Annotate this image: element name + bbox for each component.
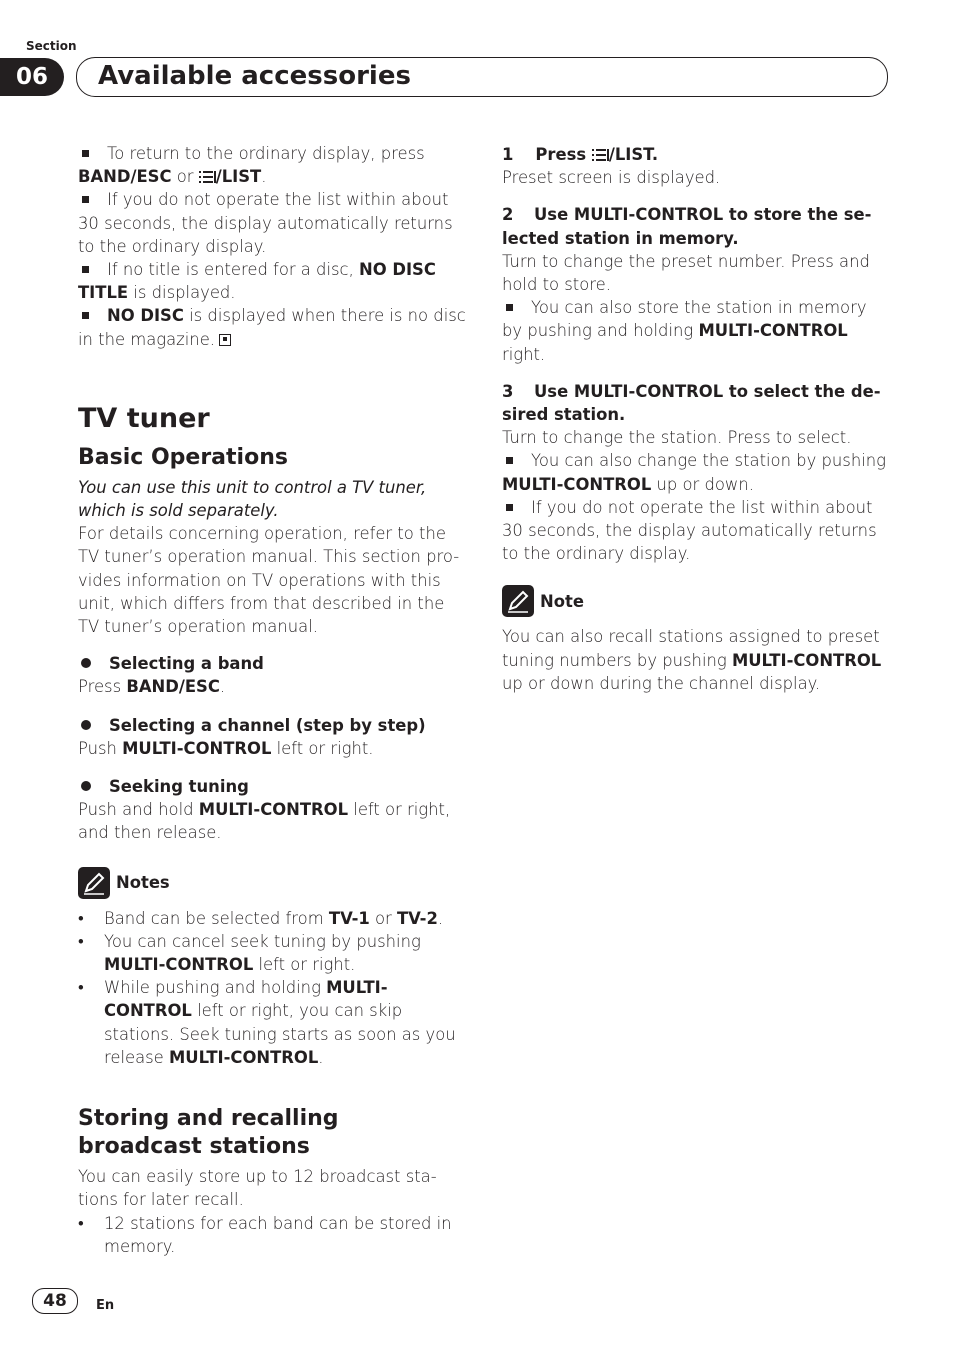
storing-body: You can easily store up to 12 broadcast sta- tions for later recall. xyxy=(78,1167,437,1210)
square-bullet-icon xyxy=(82,196,89,203)
bullet-dot-icon xyxy=(81,781,91,791)
square-bullet-icon xyxy=(82,266,89,273)
operation-item-seek: Seeking tuning Push and hold MULTI-CONTROL left or right, and then release. xyxy=(78,777,451,843)
square-bullet-icon xyxy=(82,312,89,319)
right-column xyxy=(502,143,890,695)
square-bullet-icon xyxy=(506,504,513,511)
operation-item-channel: Selecting a channel (step by step) Push MULTI-CONTROL left or right. xyxy=(78,715,426,758)
step-3-sub-1: You can also change the station by pushing MULTI-CONTROL up or down. xyxy=(502,451,886,494)
operation-heading: Selecting a band xyxy=(109,654,264,674)
bullet-dot-icon xyxy=(81,720,91,730)
step-3-title: 3 Use MULTI-CONTROL to select the de- sired station. xyxy=(502,381,881,425)
note-item: • Band can be selected from TV-1 or TV-2. xyxy=(78,908,444,928)
operation-item-band: Selecting a band Press BAND/ESC. xyxy=(78,654,264,697)
basic-body: For details concerning operation, refer to the TV tuner’s operation manual. This section pro- vides information on TV operations with this unit, which differs from that described in the TV tuner’s operation manual. xyxy=(78,524,460,637)
operation-heading: Selecting a channel (step by step) xyxy=(109,715,426,735)
storing-bullet: • 12 stations for each band can be stored in memory. xyxy=(78,1213,452,1256)
section-number: 06 xyxy=(0,58,64,96)
step-2-sub: You can also store the station in memory by pushing and holding MULTI-CONTROL right. xyxy=(502,298,867,364)
intro-item-1: To return to the ordinary display, press BAND/ESC or /LIST. xyxy=(78,144,425,187)
step-2-body: Turn to change the preset number. Press and hold to store. xyxy=(502,251,870,295)
step-1-title: 1 Press /LIST. xyxy=(502,145,659,164)
notes-header: Notes xyxy=(78,867,466,899)
step-3-body: Turn to change the station. Press to select. xyxy=(502,428,852,448)
square-bullet-icon xyxy=(506,304,513,311)
bullet-dot-icon xyxy=(81,658,91,668)
tv-tuner-heading: TV tuner xyxy=(78,402,210,434)
basic-operations-heading: Basic Operations xyxy=(78,444,288,470)
note-body: You can also recall stations assigned to preset tuning numbers by pushing MULTI-CONTROL up or down during the channel display. xyxy=(502,627,882,693)
left-column xyxy=(78,142,466,1258)
step-3-sub-2: If you do not operate the list within about 30 seconds, the display automatically returns to the ordinary display. xyxy=(502,497,877,564)
note-header: Note xyxy=(502,585,890,617)
page-number: 48 xyxy=(32,1288,78,1314)
page-title: Available accessories xyxy=(98,61,411,91)
basic-intro-italic: You can use this unit to control a TV tuner, which is sold separately. xyxy=(78,477,427,521)
intro-item-2: If you do not operate the list within about 30 seconds, the display automatically returns to the ordinary display. xyxy=(78,190,453,256)
section-label: Section xyxy=(26,39,77,53)
operation-heading: Seeking tuning xyxy=(109,777,249,797)
note-item: • You can cancel seek tuning by pushing MULTI-CONTROL left or right. xyxy=(78,931,421,975)
square-bullet-icon xyxy=(82,150,89,157)
storing-heading: Storing and recalling broadcast stations xyxy=(78,1106,339,1160)
note-item: • While pushing and holding MULTI-CONTROL left or right, you can skip stations. Seek tuning starts as soon as you release MULTI-CONTROL. xyxy=(78,978,456,1067)
intro-item-4: NO DISC is displayed when there is no disc in the magazine. xyxy=(78,306,466,349)
square-bullet-icon xyxy=(506,457,513,464)
intro-item-3: If no title is entered for a disc, NO DISC TITLE is displayed. xyxy=(78,260,436,303)
list-icon xyxy=(592,148,609,162)
language-label: En xyxy=(96,1298,115,1313)
end-mark-icon xyxy=(219,334,231,346)
step-1-body: Preset screen is displayed. xyxy=(502,168,721,188)
step-2-title: 2 Use MULTI-CONTROL to store the se- lected station in memory. xyxy=(502,205,872,248)
pencil-note-icon xyxy=(502,585,534,617)
pencil-note-icon xyxy=(78,867,110,899)
list-icon xyxy=(199,170,216,184)
